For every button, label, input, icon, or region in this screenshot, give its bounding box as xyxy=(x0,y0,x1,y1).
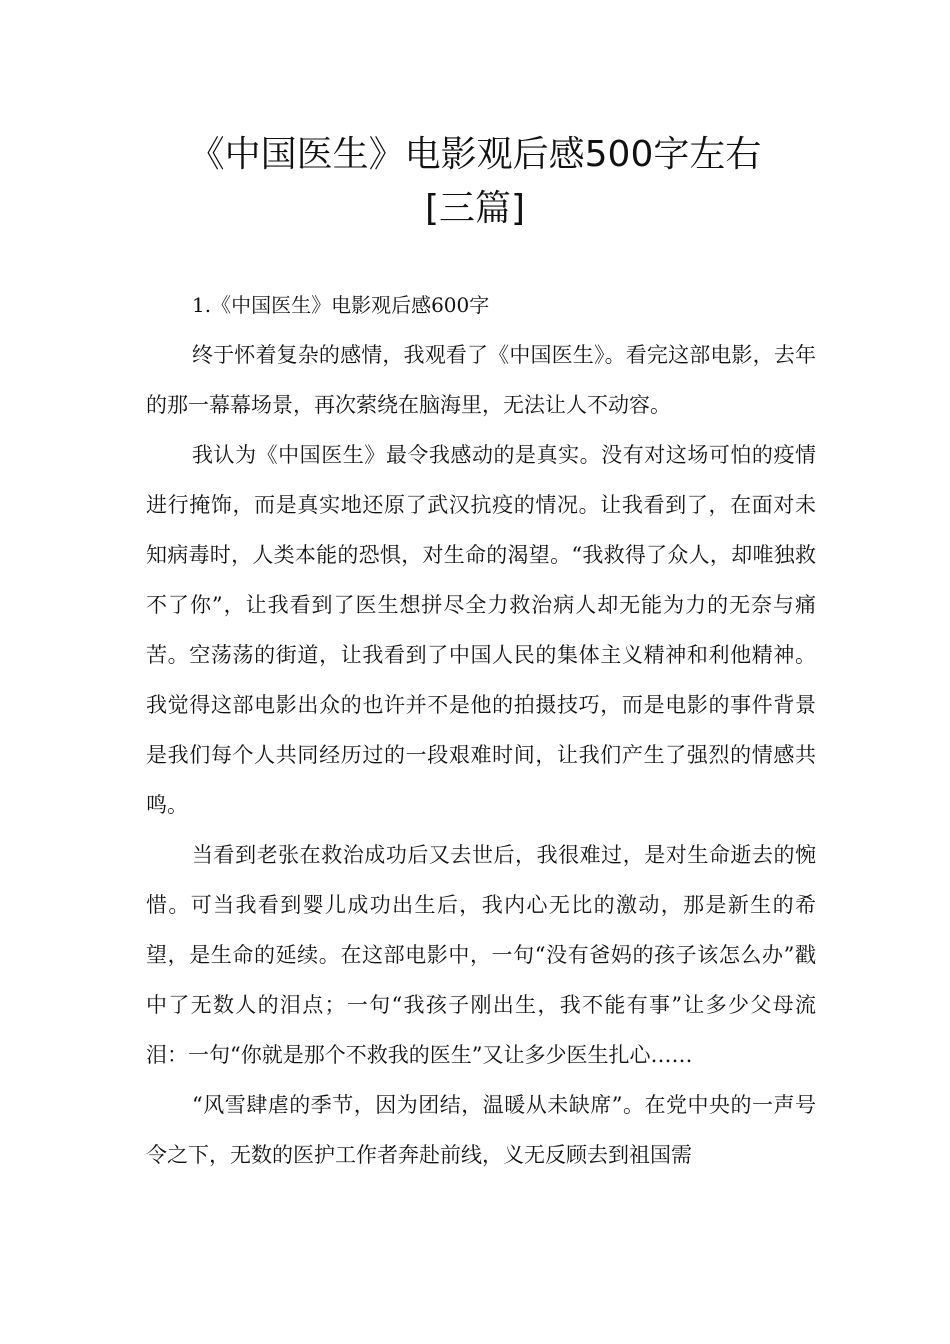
paragraph-2: 我认为《中国医生》最令我感动的是真实。没有对这场可怕的疫情进行掩饰，而是真实地还原了武汉抗疫的情况。让我看到了，在面对未知病毒时，人类本能的恐惧，对生命的渴望。“我救得了众人，却唯独救不了你”，让我看到了医生想拼尽全力救治病人却无能为力的无奈与痛苦。空荡荡的街道，让我看到了中国人民的集体主义精神和利他精神。我觉得这部电影出众的也许并不是他的拍摄技巧，而是电影的事件背景是我们每个人共同经历过的一段艰难时间，让我们产生了强烈的情感共鸣。 xyxy=(146,443,816,817)
section-heading: 1.《中国医生》电影观后感600字 xyxy=(192,293,490,317)
paragraph-4: “风雪肆虐的季节，因为团结，温暖从未缺席”。在党中央的一声号令之下，无数的医护工作者奔赴前线，义无反顾去到祖国需 xyxy=(146,1093,816,1167)
title-line-2: [三篇] xyxy=(424,188,526,229)
document-title xyxy=(140,128,810,236)
paragraph-1: 终于怀着复杂的感情，我观看了《中国医生》。看完这部电影，去年的那一幕幕场景，再次萦绕在脑海里，无法让人不动容。 xyxy=(146,343,816,417)
title-line-1: 《中国医生》电影观后感500字左右 xyxy=(188,134,762,175)
paragraph-3: 当看到老张在救治成功后又去世后，我很难过，是对生命逝去的惋惜。可当我看到婴儿成功出生后，我内心无比的激动，那是新生的希望，是生命的延续。在这部电影中，一句“没有爸妈的孩子该怎么办”戳中了无数人的泪点；一句“我孩子刚出生，我不能有事”让多少父母流泪：一句“你就是那个不救我的医生”又让多少医生扎心…… xyxy=(146,843,816,1067)
document-body xyxy=(146,280,816,1180)
